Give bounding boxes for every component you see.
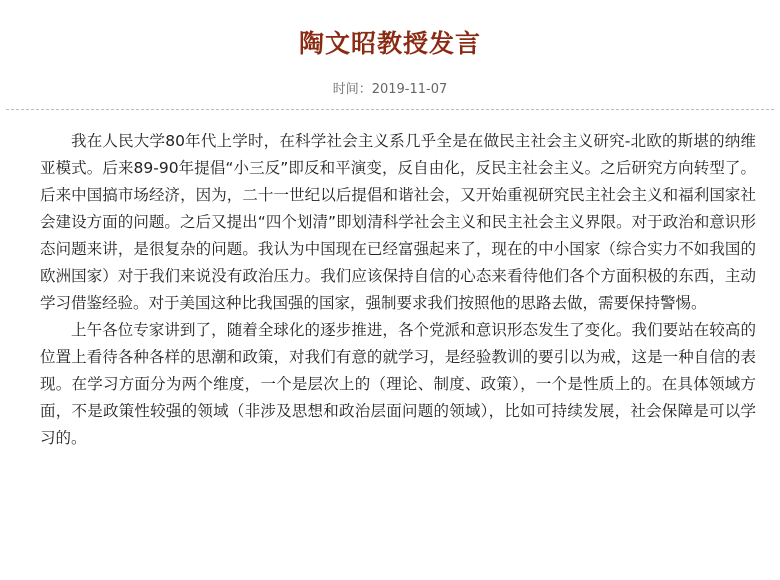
paragraph: 上午各位专家讲到了，随着全球化的逐步推进，各个党派和意识形态发生了变化。我们要站在较高的位置上看待各种各样的思潮和政策，对我们有意的就学习，是经验教训的要引以为戒，这是一种自信的表现。在学习方面分为两个维度，一个是层次上的（理论、制度、政策），一个是性质上的。在具体领域方面，不是政策性较强的领域（非涉及思想和政治层面问题的领域），比如可持续发展，社会保障是可以学习的。 <box>40 321 756 447</box>
title-divider <box>6 109 774 110</box>
time-label: 时间： <box>332 82 372 97</box>
publish-date: 2019-11-07 <box>371 82 448 97</box>
paragraph: 我在人民大学80年代上学时，在科学社会主义系几乎全是在做民主社会主义研究-北欧的斯堪的纳维亚模式。后来89-90年提倡“小三反”即反和平演变，反自由化，反民主社会主义。之后研究方向转型了。后来中国搞市场经济，因为，二十一世纪以后提倡和谐社会，又开始重视研究民主社会主义和福利国家社会建设方面的问题。之后又提出“四个划清”即划清科学社会主义和民主社会主义界限。对于政治和意识形态问题来讲，是很复杂的问题。我认为中国现在已经富强起来了，现在的中小国家（综合实力不如我国的欧洲国家）对于我们来说没有政治压力。我们应该保持自信的心态来看待他们各个方面积极的东西，主动学习借鉴经验。对于美国这种比我国强的国家，强制要求我们按照他的思路去做，需要保持警惕。 <box>40 132 756 312</box>
article-meta <box>0 80 780 100</box>
article-body <box>40 128 756 452</box>
article-title: 陶文昭教授发言 <box>298 29 481 58</box>
